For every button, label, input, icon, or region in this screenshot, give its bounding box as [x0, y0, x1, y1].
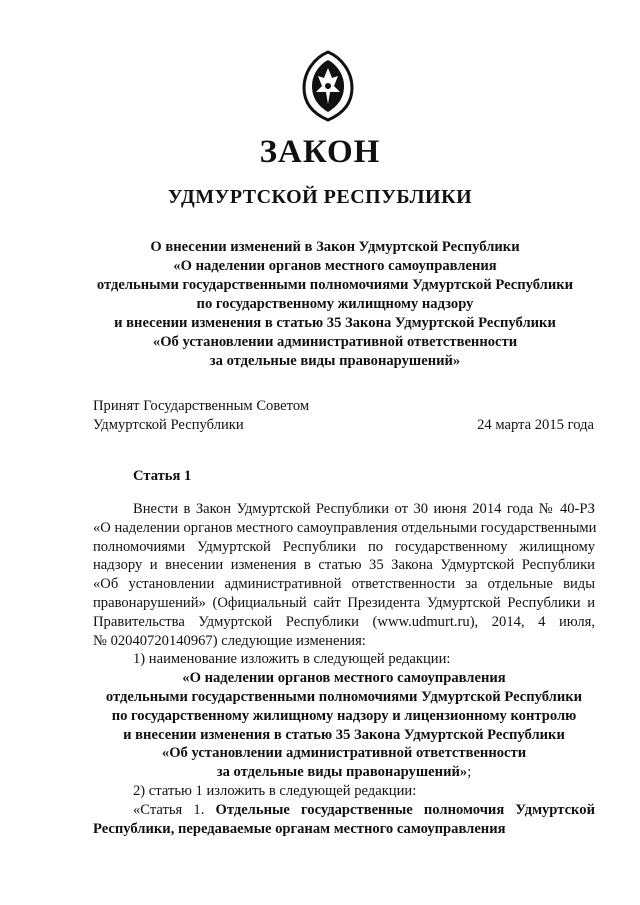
subject-line: и внесении изменения в статью 35 Закона Удмуртской Республики	[114, 315, 556, 331]
paragraph-line: надзору и внесении изменения в статью 35 Закона Удмуртской Республики	[93, 557, 595, 574]
subject-line: «О наделении органов местного самоуправления	[173, 258, 497, 274]
subject-line: О внесении изменений в Закон Удмуртской Республики	[150, 239, 520, 255]
subject-line: по государственному жилищному надзору	[196, 296, 474, 312]
adoption-line: Принят Государственным Советом	[93, 398, 310, 414]
coat-of-arms-emblem	[300, 50, 356, 122]
new-title-line	[93, 763, 595, 782]
paragraph-line: Внести в Закон Удмуртской Республики от 30 июня 2014 года № 40-РЗ	[133, 501, 595, 517]
republic-title: УДМУРТСКОЙ РЕСПУБЛИКИ	[167, 186, 473, 208]
paragraph-line: полномочиями Удмуртской Республики по государственному жилищному	[93, 538, 595, 555]
article-heading: Статья 1	[133, 468, 192, 484]
paragraph-line: «О наделении органов местного самоуправления отдельными государственными	[93, 519, 597, 536]
law-title: ЗАКОН	[259, 134, 381, 170]
paragraph-line: «Об установлении административной ответственности за отдельные виды	[93, 576, 595, 593]
article-body	[93, 500, 595, 838]
adoption-date: 24 марта 2015 года	[477, 417, 594, 433]
list-item: 1) наименование изложить в следующей редакции:	[133, 651, 451, 668]
subject-line: «Об установлении административной ответственности	[152, 334, 518, 350]
new-title-text: за отдельные виды правонарушений»	[216, 764, 468, 781]
adoption-line: Удмуртской Республики	[93, 417, 244, 433]
subject-line: отдельными государственными полномочиями Удмуртской Республики	[96, 277, 574, 293]
subject-line: за отдельные виды правонарушений»	[209, 353, 461, 369]
paragraph-line: № 02040720140967) следующие изменения:	[93, 632, 366, 649]
list-item: 2) статью 1 изложить в следующей редакции:	[133, 782, 417, 799]
quote-line	[93, 801, 595, 820]
law-subject	[80, 238, 590, 371]
new-title-line: отдельными государственными полномочиями Удмуртской Республики	[105, 688, 583, 705]
new-title-suffix: ;	[467, 764, 472, 781]
new-title-line: «О наделении органов местного самоуправления	[182, 670, 506, 687]
adoption-body	[93, 397, 309, 435]
quote-bold: Отдельные государственные полномочия Удмуртской	[215, 801, 595, 818]
paragraph-line: Правительства Удмуртской Республики (www.udmurt.ru), 2014, 4 июля,	[93, 613, 595, 630]
paragraph-line: правонарушений» (Официальный сайт Президента Удмуртской Республики и	[93, 594, 595, 611]
quote-line: Республики, передаваемые органам местного самоуправления	[93, 820, 506, 837]
new-title-line: и внесении изменения в статью 35 Закона Удмуртской Республики	[123, 726, 565, 743]
new-title-line: «Об установлении административной ответственности	[161, 745, 527, 762]
quote-prefix: «Статья 1.	[133, 801, 205, 818]
new-title-line: по государственному жилищному надзору и лицензионному контролю	[111, 707, 577, 724]
